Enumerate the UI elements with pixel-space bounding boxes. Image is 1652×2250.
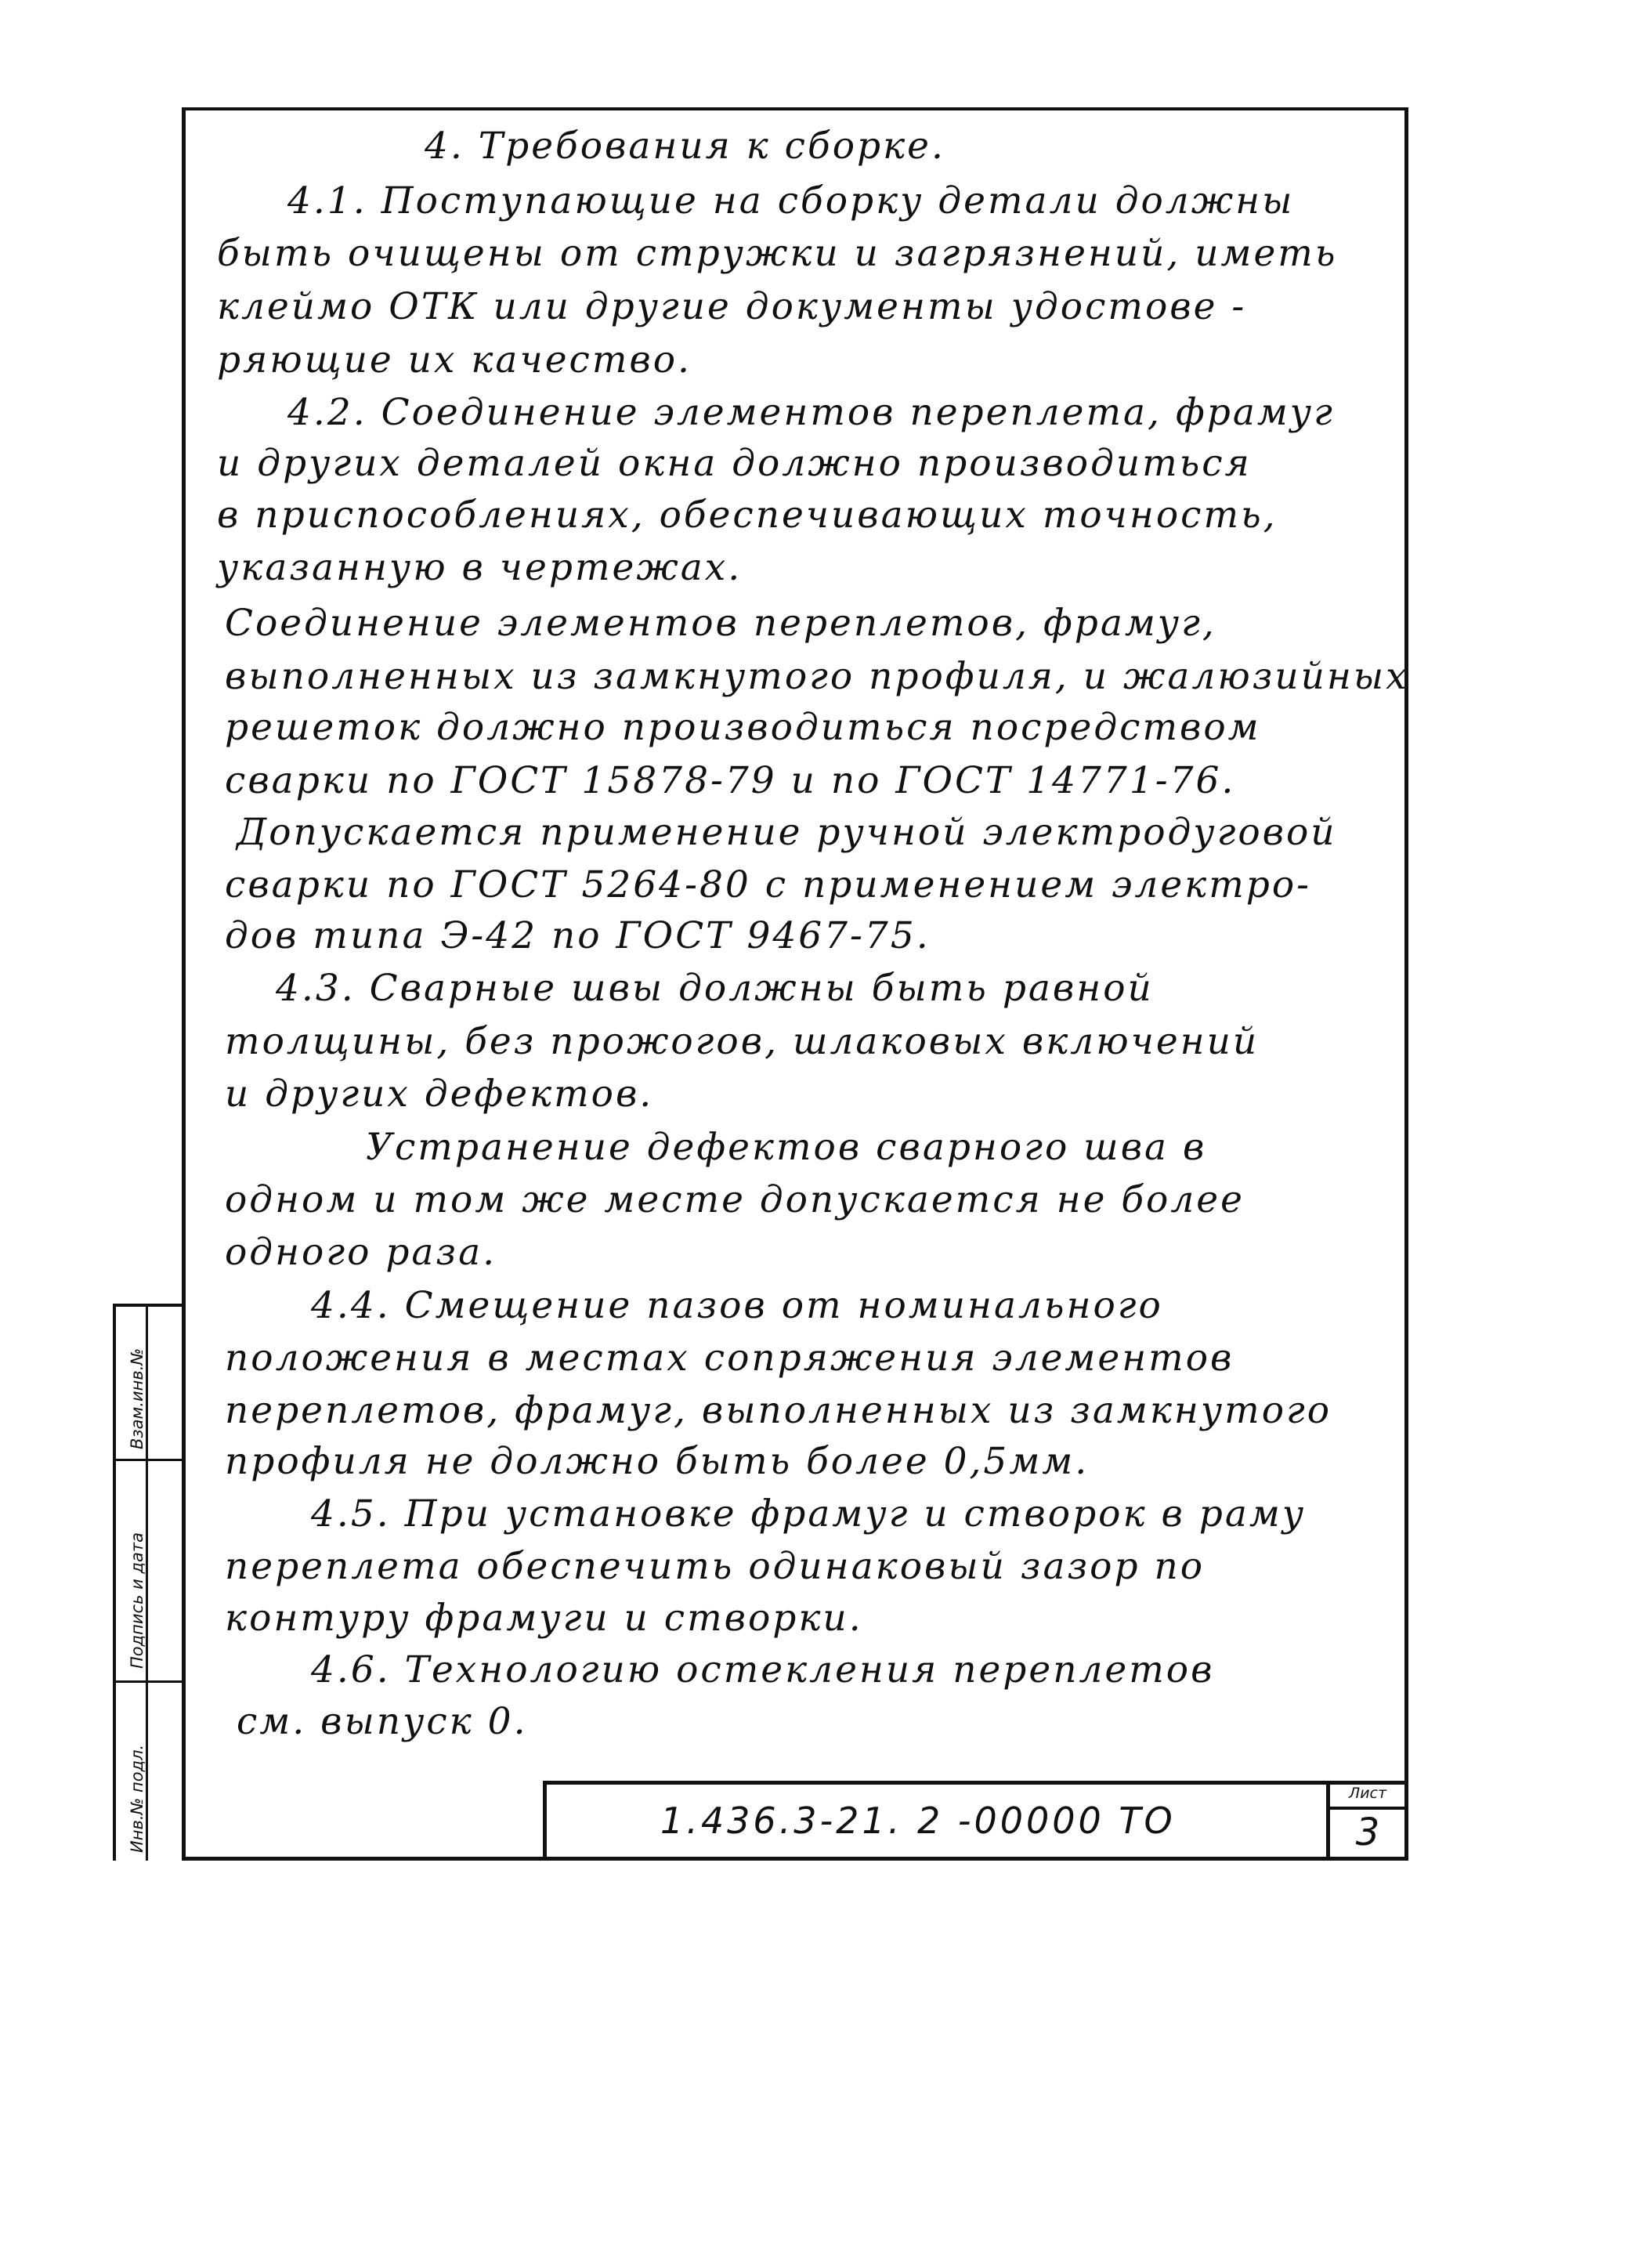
text-line: Допускается применение ручной электродуговой — [237, 811, 1337, 854]
side-stamp-row-divider — [113, 1459, 186, 1461]
text-line: указанную в чертежах. — [217, 546, 743, 589]
text-line: 4.2. Соединение элементов переплета, фрамуг — [287, 391, 1335, 434]
text-line: контуру фрамуги и створки. — [225, 1597, 863, 1640]
text-line: ряющие их качество. — [217, 338, 692, 382]
text-line: сварки по ГОСТ 15878-79 и по ГОСТ 14771-76. — [225, 759, 1236, 802]
sheet-label: Лист — [1348, 1785, 1387, 1802]
text-line: дов типа Э-42 по ГОСТ 9467-75. — [225, 914, 931, 957]
text-line: 4.4. Смещение пазов от номинального — [311, 1284, 1163, 1327]
side-label-inventory-number: Инв.№ подл. — [128, 1744, 146, 1853]
sheet-number: 3 — [1355, 1810, 1380, 1854]
text-line: 4.5. При установке фрамуг и створок в раму — [311, 1492, 1307, 1536]
document-code: 1.436.3-21. 2 -00000 ТО — [660, 1800, 1176, 1842]
text-line: профиля не должно быть более 0,5мм. — [225, 1440, 1090, 1483]
text-line: одном и том же месте допускается не более — [225, 1178, 1245, 1221]
side-label-signature-date: Подпись и дата — [128, 1532, 146, 1669]
text-line: и других деталей окна должно производиться — [217, 442, 1252, 485]
section-heading: 4. Требования к сборке. — [425, 125, 945, 168]
text-line: положения в местах сопряжения элементов — [225, 1337, 1234, 1380]
text-line: 4.1. Поступающие на сборку детали должны — [287, 179, 1295, 222]
text-line: и других дефектов. — [225, 1073, 654, 1116]
text-line: 4.6. Технологию остекления переплетов — [311, 1648, 1215, 1691]
side-stamp — [113, 1304, 186, 1861]
sheet-divider — [1330, 1807, 1408, 1810]
text-line: Соединение элементов переплетов, фрамуг, — [225, 602, 1216, 645]
text-line: быть очищены от стружки и загрязнений, иметь — [217, 232, 1338, 275]
text-line: 4.3. Сварные швы должны быть равной — [276, 967, 1154, 1010]
text-line: решеток должно производиться посредством — [225, 706, 1261, 749]
text-line: клеймо ОТК или другие документы удостове - — [217, 285, 1247, 328]
text-line: в приспособлениях, обеспечивающих точность, — [217, 494, 1278, 537]
text-line: переплетов, фрамуг, выполненных из замкнутого — [225, 1389, 1332, 1432]
text-line: сварки по ГОСТ 5264-80 с применением электро- — [225, 863, 1312, 906]
text-line: толщины, без прожогов, шлаковых включений — [225, 1020, 1260, 1063]
text-line: см. выпуск 0. — [237, 1700, 528, 1743]
side-label-replacement-inventory: Взам.инв.№ — [128, 1347, 146, 1449]
side-stamp-row-divider — [113, 1680, 186, 1683]
text-line: переплета обеспечить одинаковый зазор по — [225, 1545, 1206, 1588]
text-line: выполненных из замкнутого профиля, и жалюзийных — [225, 655, 1409, 698]
text-line: Устранение дефектов сварного шва в — [366, 1126, 1207, 1169]
text-line: одного раза. — [225, 1231, 497, 1274]
